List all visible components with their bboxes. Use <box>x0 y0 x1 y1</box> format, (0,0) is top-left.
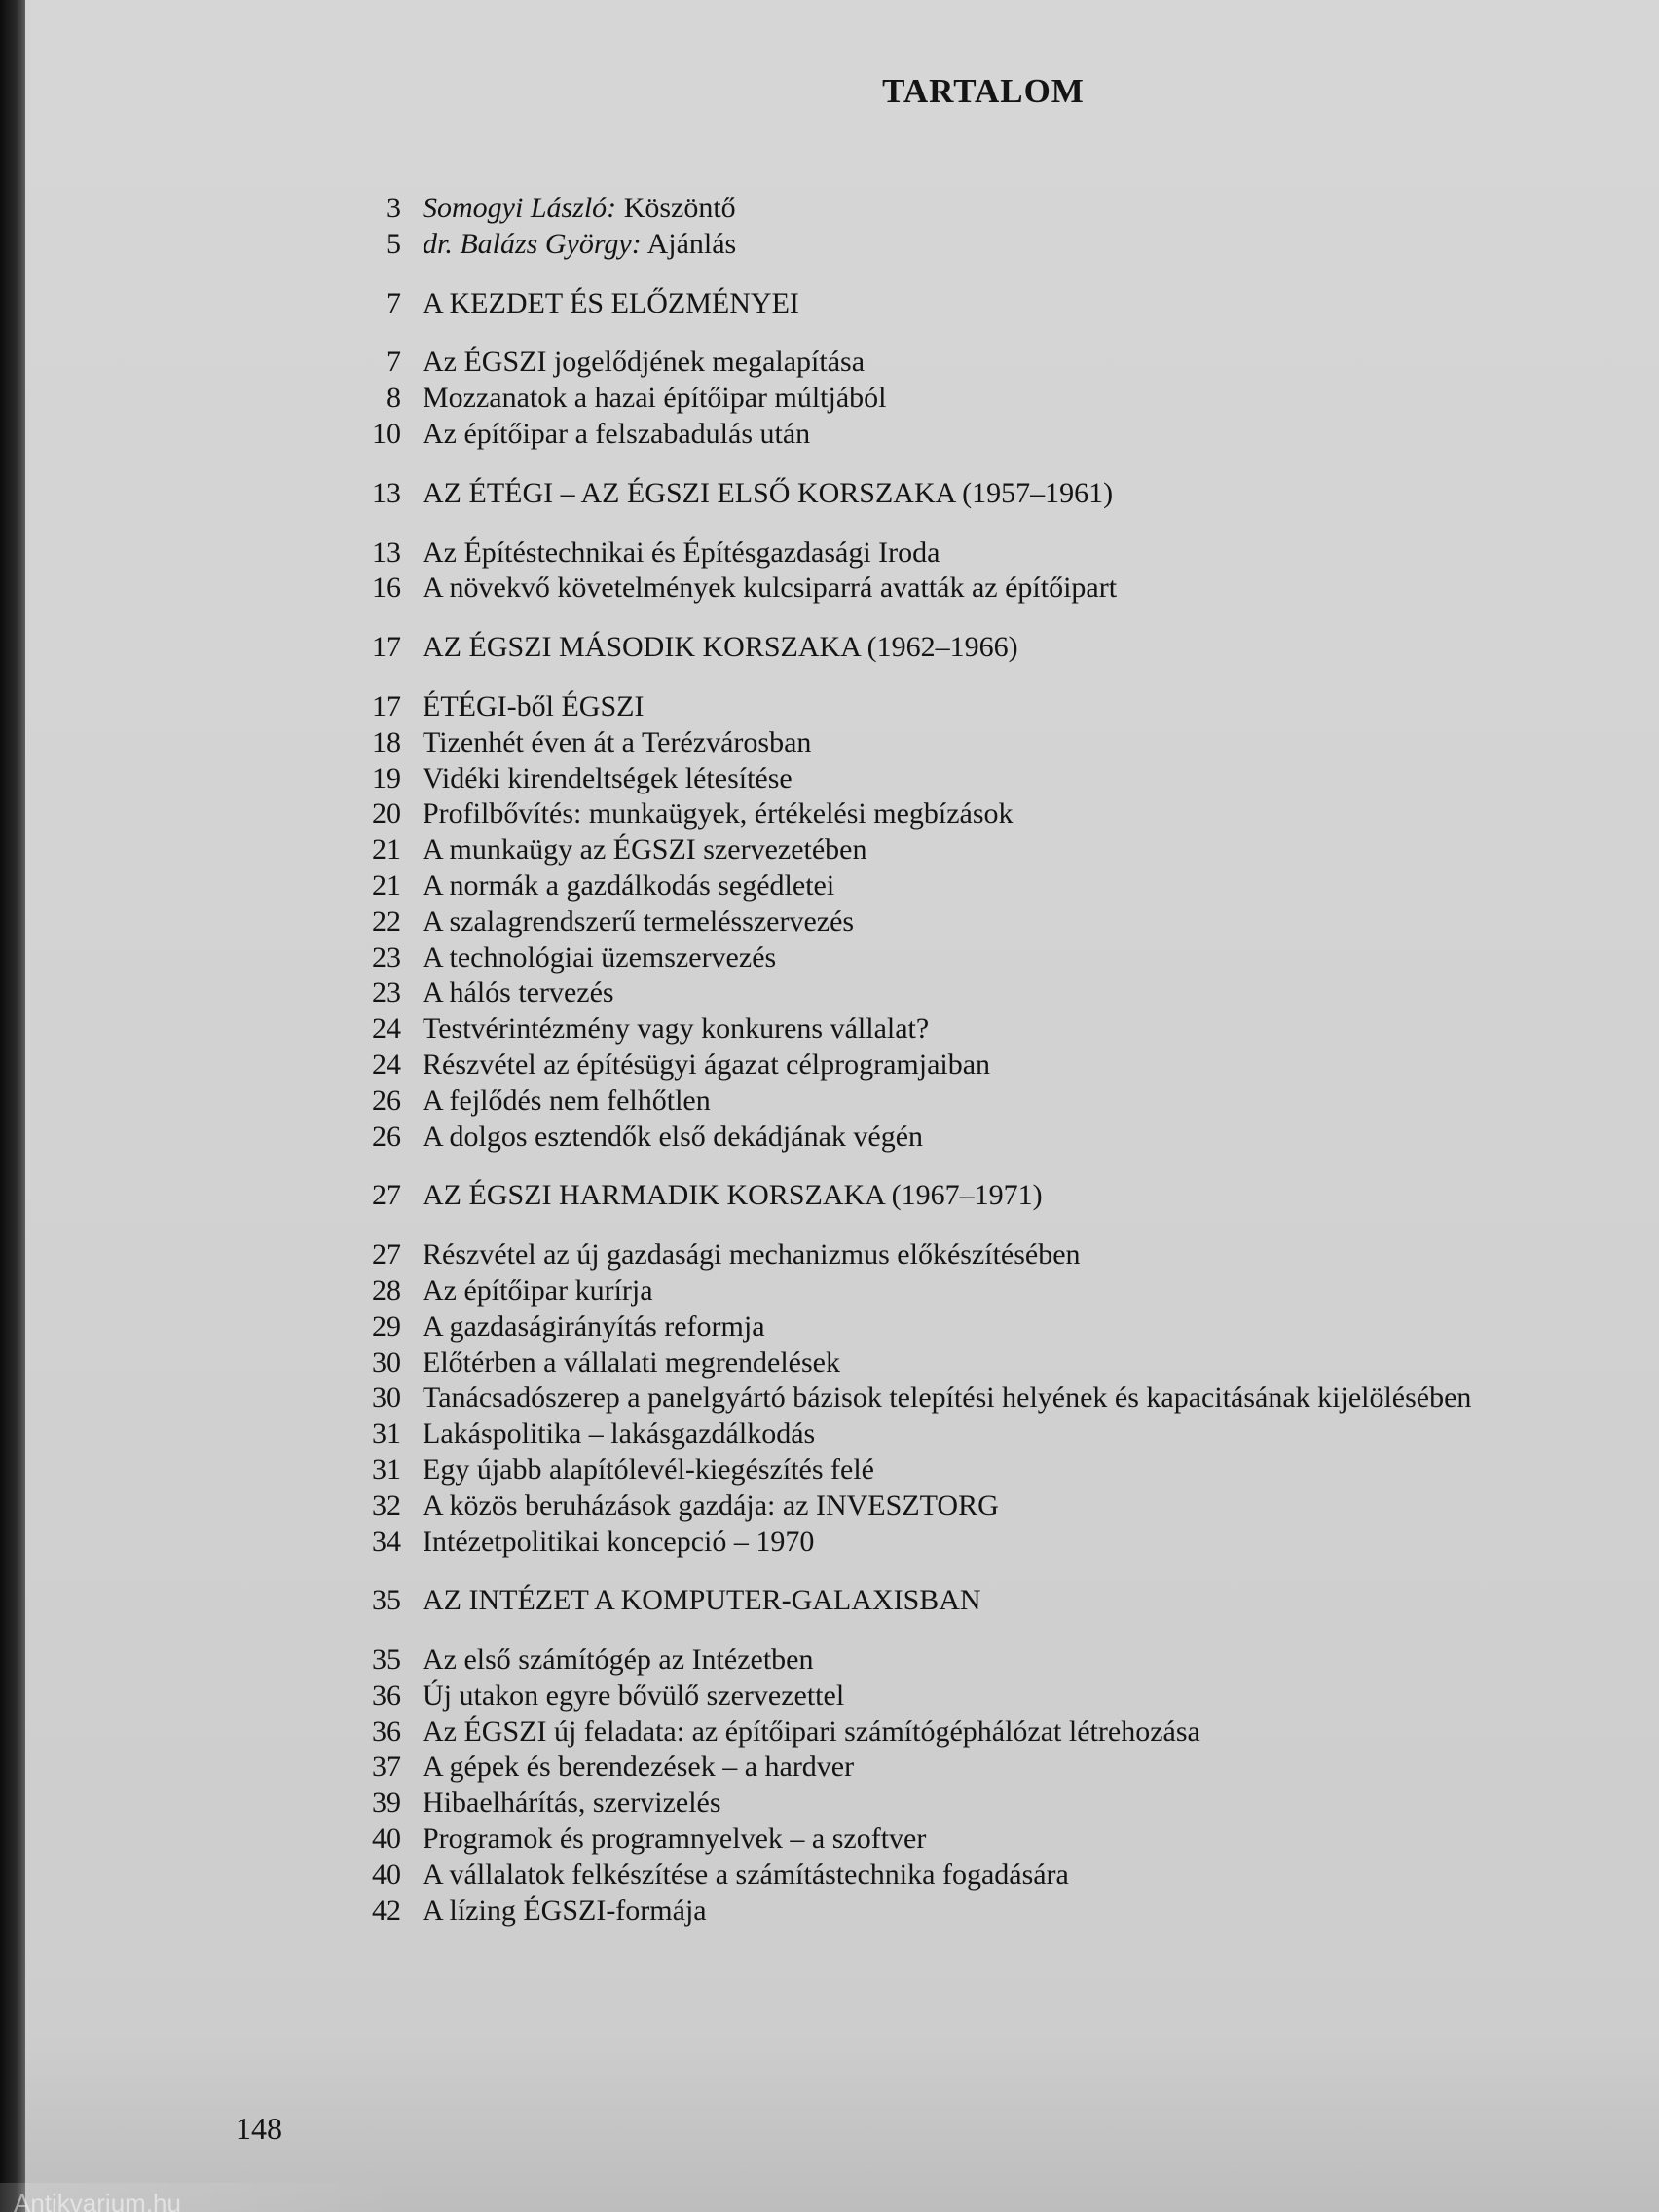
toc-entry <box>337 571 1525 607</box>
toc-section-heading <box>337 630 1525 666</box>
toc-page-number: 32 <box>372 1489 401 1522</box>
toc-title: A dolgos esztendők első dekádjának végén <box>423 1120 924 1153</box>
toc-entry <box>337 1525 1525 1561</box>
toc-entry <box>337 976 1525 1012</box>
toc-page-number: 21 <box>372 833 401 866</box>
toc-entry <box>337 1346 1525 1382</box>
toc-page-number: 17 <box>372 689 401 722</box>
toc-page-number: 10 <box>372 417 401 450</box>
toc-title: Testvérintézmény vagy konkurens vállalat? <box>423 1013 930 1046</box>
toc-page-number: 28 <box>372 1273 401 1307</box>
toc-page-number: 39 <box>372 1787 401 1820</box>
toc-page-number: 22 <box>372 904 401 938</box>
toc-title: Ajánlás <box>646 227 737 260</box>
toc-page-number: 31 <box>372 1418 401 1451</box>
toc-title: Köszöntő <box>623 192 736 224</box>
toc-entry <box>337 1309 1525 1346</box>
toc-entry <box>337 1786 1525 1822</box>
toc-title: Új utakon egyre bővülő szervezettel <box>423 1678 845 1712</box>
toc-title: AZ INTÉZET A KOMPUTER-GALAXISBAN <box>423 1584 981 1617</box>
toc-title: A közös beruházások gazdája: az INVESZTORG <box>423 1489 999 1522</box>
toc-section-heading <box>337 1178 1525 1214</box>
toc-page-number: 7 <box>387 286 401 319</box>
toc-title: Lakáspolitika – lakásgazdálkodás <box>423 1418 816 1451</box>
toc-entry <box>337 227 1525 263</box>
toc-page-number: 37 <box>372 1751 401 1784</box>
toc-entry <box>337 904 1525 940</box>
toc-section-heading <box>337 1583 1525 1619</box>
toc-entry <box>337 191 1525 227</box>
toc-title: Az ÉGSZI új feladata: az építőipari számítógéphálózat létrehozása <box>423 1714 1200 1748</box>
toc-page-number: 34 <box>372 1525 401 1558</box>
toc-entry <box>337 417 1525 453</box>
toc-entry <box>337 1120 1525 1156</box>
toc-title: Egy újabb alapítólevél-kiegészítés felé <box>423 1453 874 1486</box>
toc-title: A normák a gazdálkodás segédletei <box>423 868 835 902</box>
toc-page-number: 18 <box>372 725 401 758</box>
toc-entry <box>337 1048 1525 1084</box>
toc-entry <box>337 761 1525 797</box>
toc-title: A lízing ÉGSZI-formája <box>423 1894 707 1927</box>
toc-page-number: 26 <box>372 1120 401 1153</box>
toc-page-number: 8 <box>387 382 401 415</box>
toc-title: Az ÉGSZI jogelődjének megalapítása <box>423 346 866 379</box>
toc-title: A technológiai üzemszervezés <box>423 940 777 974</box>
toc-page-number: 23 <box>372 940 401 974</box>
toc-page-number: 5 <box>387 227 401 260</box>
toc-page-number: 35 <box>372 1643 401 1677</box>
toc-section-heading <box>337 476 1525 512</box>
toc-page-number: 20 <box>372 797 401 830</box>
toc-entry <box>337 1750 1525 1786</box>
toc-title: Tizenhét éven át a Terézvárosban <box>423 725 812 758</box>
toc-title: Vidéki kirendeltségek létesítése <box>423 761 793 794</box>
toc-page-number: 30 <box>372 1346 401 1379</box>
toc-title: A KEZDET ÉS ELŐZMÉNYEI <box>423 286 799 319</box>
toc-title: A növekvő követelmények kulcsiparrá avatták az építőipart <box>423 571 1118 605</box>
toc-title: A szalagrendszerű termelésszervezés <box>423 904 855 938</box>
toc-entry <box>337 1084 1525 1120</box>
toc-title: AZ ÉTÉGI – AZ ÉGSZI ELSŐ KORSZAKA (1957–1961) <box>423 476 1114 509</box>
toc-entry <box>337 1381 1525 1417</box>
toc-page-number: 29 <box>372 1309 401 1343</box>
toc-title: A gazdaságirányítás reformja <box>423 1309 765 1343</box>
toc-page-number: 3 <box>387 192 401 224</box>
toc-title: Részvétel az új gazdasági mechanizmus előkészítésében <box>423 1238 1081 1272</box>
toc-title: Hibaelhárítás, szervizelés <box>423 1787 721 1820</box>
toc-page-number: 24 <box>372 1048 401 1081</box>
toc-entry <box>337 1489 1525 1525</box>
toc-page-number: 16 <box>372 571 401 605</box>
toc-page-number: 35 <box>372 1584 401 1617</box>
toc-entry <box>337 1453 1525 1489</box>
toc-page-number: 42 <box>372 1894 401 1927</box>
toc-title: Az Építéstechnikai és Építésgazdasági Iroda <box>423 535 940 569</box>
toc-entry <box>337 1012 1525 1048</box>
toc-entry <box>337 725 1525 761</box>
toc-title: A munkaügy az ÉGSZI szervezetében <box>423 833 867 866</box>
toc-page-number: 24 <box>372 1013 401 1046</box>
toc-entry <box>337 868 1525 904</box>
toc-title: Intézetpolitikai koncepció – 1970 <box>423 1525 815 1558</box>
toc-title: Részvétel az építésügyi ágazat célprogramjaiban <box>423 1048 991 1081</box>
toc-entry <box>337 1678 1525 1714</box>
table-of-contents <box>337 191 1525 1929</box>
toc-entry <box>337 345 1525 381</box>
toc-page-number: 19 <box>372 761 401 794</box>
watermark: Antikvarium.hu <box>0 2183 403 2212</box>
toc-title: Profilbővítés: munkaügyek, értékelési megbízások <box>423 797 1014 830</box>
toc-page-number: 13 <box>372 535 401 569</box>
toc-title: A vállalatok felkészítése a számítástechnika fogadására <box>423 1858 1069 1891</box>
toc-title: A gépek és berendezések – a hardver <box>423 1751 855 1784</box>
toc-entry <box>337 1273 1525 1309</box>
toc-page-number: 36 <box>372 1678 401 1712</box>
toc-title: A fejlődés nem felhőtlen <box>423 1084 711 1117</box>
toc-section-heading <box>337 286 1525 322</box>
page-number: 148 <box>236 2111 282 2146</box>
toc-page-number: 26 <box>372 1084 401 1117</box>
toc-entry <box>337 1237 1525 1273</box>
toc-page-number: 30 <box>372 1382 401 1415</box>
toc-entry <box>337 832 1525 868</box>
toc-title: Előtérben a vállalati megrendelések <box>423 1346 840 1379</box>
toc-entry <box>337 1822 1525 1858</box>
toc-page-number: 27 <box>372 1179 401 1212</box>
toc-entry <box>337 1417 1525 1453</box>
toc-entry <box>337 796 1525 832</box>
toc-title: Programok és programnyelvek – a szoftver <box>423 1823 927 1856</box>
toc-page-number: 27 <box>372 1238 401 1272</box>
toc-title: AZ ÉGSZI MÁSODIK KORSZAKA (1962–1966) <box>423 631 1018 664</box>
toc-title: Az építőipar kurírja <box>423 1273 653 1307</box>
toc-author: Somogyi László: <box>423 192 617 224</box>
toc-page-number: 40 <box>372 1823 401 1856</box>
toc-title: Az építőipar a felszabadulás után <box>423 417 811 450</box>
toc-title: Az első számítógép az Intézetben <box>423 1643 814 1677</box>
toc-page-number: 13 <box>372 476 401 509</box>
toc-title: ÉTÉGI-ből ÉGSZI <box>423 689 645 722</box>
toc-page-number: 7 <box>387 346 401 379</box>
toc-entry <box>337 535 1525 571</box>
toc-entry <box>337 1714 1525 1751</box>
toc-title: A hálós tervezés <box>423 977 614 1010</box>
book-page <box>25 0 1659 2212</box>
toc-entry <box>337 940 1525 977</box>
toc-entry <box>337 1894 1525 1930</box>
toc-page-number: 36 <box>372 1714 401 1748</box>
toc-entry <box>337 1642 1525 1678</box>
toc-entry <box>337 381 1525 417</box>
toc-author: dr. Balázs György: <box>423 227 642 260</box>
toc-page-number: 23 <box>372 977 401 1010</box>
toc-entry <box>337 689 1525 725</box>
toc-page-number: 31 <box>372 1453 401 1486</box>
toc-page-number: 40 <box>372 1858 401 1891</box>
toc-entry <box>337 1858 1525 1894</box>
toc-page-number: 17 <box>372 631 401 664</box>
toc-title: Tanácsadószerep a panelgyártó bázisok telepítési helyének és kapacitásának kijelölésében <box>423 1382 1472 1415</box>
page-title: TARTALOM <box>882 72 1085 110</box>
toc-title: AZ ÉGSZI HARMADIK KORSZAKA (1967–1971) <box>423 1179 1043 1212</box>
toc-title: Mozzanatok a hazai építőipar múltjából <box>423 382 887 415</box>
toc-page-number: 21 <box>372 868 401 902</box>
